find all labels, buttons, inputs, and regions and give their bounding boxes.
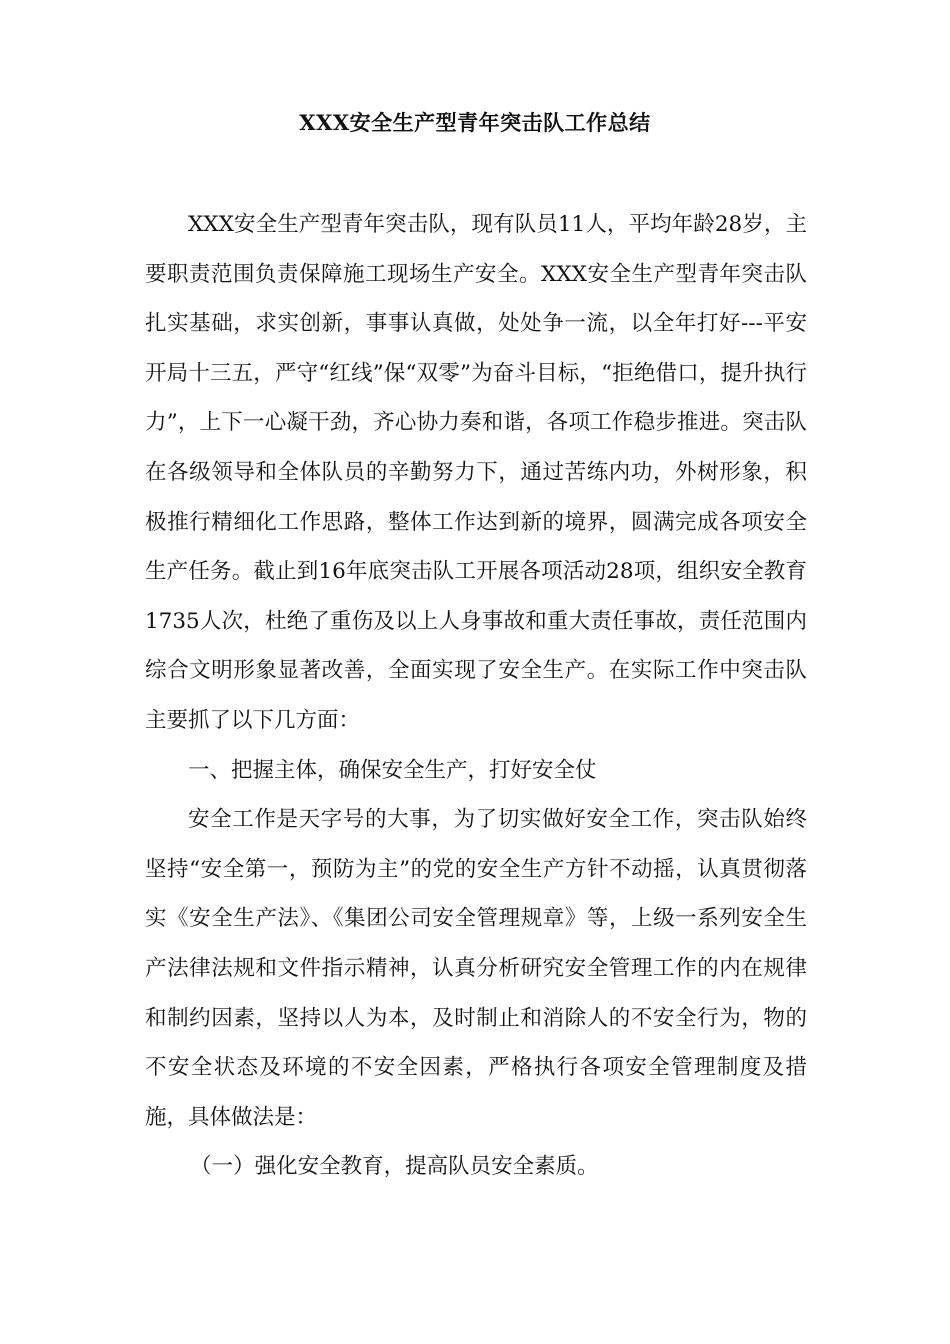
- subsection-heading-1: （一）强化安全教育，提高队员安全素质。: [190, 1154, 599, 1180]
- document-title: XXX安全生产型青年突击队工作总结: [299, 110, 651, 135]
- paragraph-section-1: 安全工作是天字号的大事，为了切实做好安全工作，突击队始终坚持“安全第一，预防为主”的党的安全生产方针不动摇，认真贯彻落实《安全生产法》、《集团公司安全管理规章》等，上级一系列安全生产法律法规和文件指示精神，认真分析研究安全管理工作的内在规律和制约因素，坚持以人为本，及时制止和消除人的不安全行为，物的不安全状态及环境的不安全因素，严格执行各项安全管理制度及措施，具体做法是：: [145, 807, 807, 1130]
- document-body: [145, 200, 807, 1192]
- paragraph-intro: XXX安全生产型青年突击队，现有队员11人，平均年龄28岁，主要职责范围负责保障施工现场生产安全。XXX安全生产型青年突击队扎实基础，求实创新，事事认真做，处处争一流，以全年打好---平安开局十三五，严守“红线”保“双零”为奋斗目标，“拒绝借口，提升执行力”，上下一心凝干劲，齐心协力奏和谐，各项工作稳步推进。突击队在各级领导和全体队员的辛勤努力下，通过苦练内功，外树形象，积极推行精细化工作思路，整体工作达到新的境界，圆满完成各项安全生产任务。截止到16年底突击队工开展各项活动28项，组织安全教育1735人次，杜绝了重伤及以上人身事故和重大责任事故，责任范围内综合文明形象显著改善，全面实现了安全生产。在实际工作中突击队主要抓了以下几方面：: [145, 212, 807, 733]
- section-heading-1: 一、把握主体，确保安全生产，打好安全仗: [188, 757, 597, 783]
